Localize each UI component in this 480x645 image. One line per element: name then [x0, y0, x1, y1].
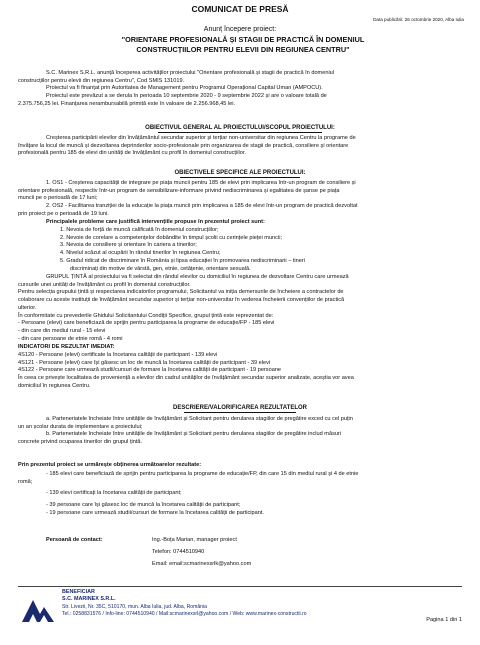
list-item: - 139 elevi certificați la încetarea calității de participant; — [46, 490, 182, 497]
list-item: - 39 persoane care își găsesc loc de muncă la încetarea calității de participant; — [46, 502, 241, 509]
footer-company: S.C. MARINEX S.R.L. — [62, 596, 116, 602]
list-item: 3. Nevoia de consiliere și orientare în cariera a tinerilor; — [60, 242, 197, 249]
document-title: COMUNICAT DE PRESĂ — [191, 4, 289, 14]
heading-underline — [158, 132, 322, 133]
marinex-logo-icon — [20, 592, 56, 624]
footer-address: Str. Livezii, Nr. 35C, 510170, mun. Alba Iulia, jud. Alba, România — [62, 604, 207, 610]
heading-underline — [180, 177, 300, 178]
specific-objectives-heading: OBIECTIVELE SPECIFICE ALE PROIECTULUI: — [174, 170, 306, 176]
footer-beneficiary: BENEFICIAR — [62, 589, 95, 595]
list-item: 1. Nevoia de forță de muncă calificată în domeniul construcțiilor; — [60, 227, 219, 233]
list-item: 2. Nevoie de corelare a competențelor dobândite în timpul școlii cu cerințele pieței muncii; — [60, 234, 283, 241]
list-item: 4. Nivelul scăzut al ocupării în rândul tinerilor în regiunea Centru; — [60, 250, 221, 257]
specific-objectives-text: 1. OS1 - Creșterea capacității de integrare pe piața muncii pentru 185 de elevi prin implicarea într-un program de consiliere și orientare profesională, respectiv într-un program de sensibilizare-informare privind nediscriminarea și egalitatea de șanse pe piața muncii pe o perioadă de 17 luni; 2. OS2 - Facilitarea tranziției de la educație la piața muncii prin implicarea a 185 de elevi într-un program de practică dezvoltat prin proiect pe o perioadă de 19 luni. Principalele probleme care justifică intervențiile propuse în prezentul proiect sunt: — [18, 180, 358, 225]
announcement-subtitle: Anunț începere proiect: — [203, 26, 277, 33]
list-item: - 185 elevi care beneficiază de sprijin pentru participarea la programe de educație/FP, din care 15 din mediul rural și 4 de etnie — [46, 471, 359, 477]
footer-contacts: Tel.: 0258831576 / Info-line: 0744510940 / Mail:scmarinexsrl@yahoo.com / Web: www.marinex-constructii.ro — [62, 611, 307, 617]
results-heading: DESCRIERE/VALORIFICAREA REZULTATELOR — [173, 405, 307, 411]
indicators-list: 4S120 - Persoane (elevi) certificate la încetarea calității de participant - 139 elevi 4S121 - Persoane (elevi) care își găsesc un loc de muncă la încetarea calității de participant - 39 elevi 4S122 - Persoane care urmează studii/cursuri de formare la încetarea calității de participant - 19 persoane În ceea ce privește localitatea de proveniență a elevilor din cadrul unităților de învățământ secundar superior analizate, aceștia vor avea domiciliul în regiunea Centru. — [18, 352, 464, 391]
intro-paragraph: S.C. Marinex S.R.L. anunță începerea activităților proiectului "Orientare profesională și stagii de practică în domeniul construcțiilor pentru elevii din regiunea Centru", Cod SMIS 131019. Proiectul va fi finanțat prin Autoritatea de Management pentru Programul Operațional Capital Uman (AMPOCU). Proiectul este prevăzut a se derula în perioada 10 septembrie 2020 - 9 septembrie 2022 și are o valoare totală de 2.375.756,25 lei. Finanțarea nerambursabilă primită este în valoare de 2.256.968,45 lei. — [18, 70, 335, 107]
list-item: - 19 persoane care urmează studii/cursuri de formare la încetarea calității de participant. — [46, 509, 264, 516]
pursued-results-list: - 185 elevi care beneficiază de sprijin pentru participarea la programe de educație/FP, din care 15 din mediul rural și 4 de etnie romă; - 139 elevi certificați la încetarea calității de participant; - 39 persoane care își găsesc loc de muncă la încetarea calității de participant; - 19 persoane care urmează studii/cursuri de formare la încetarea calității de participant. — [46, 471, 464, 518]
results-text: a. Parteneriatele încheiate între unitățile de învățământ și Solicitant pentru derularea stagiilor de pregătire exced cu cel puțin un an școlar durata de implementare a proiectului; b. Parteneriatele încheiate între unitățile de învățământ și Solicitant pentru derularea stagiilor de pregătire includ măsuri concrete privind ocuparea tinerilor din grupul țintă. — [18, 416, 353, 446]
pursued-results-heading: Prin prezentul proiect se urmărește obținerea următoarelor rezultate: — [18, 462, 202, 468]
general-objective-heading: OBIECTIVUL GENERAL AL PROIECTULUI/SCOPUL PROIECTULUI: — [145, 125, 335, 131]
list-item: discriminați din motive de vârstă, gen, etnie, cetățenie, orientare sexuală. — [70, 265, 251, 272]
indicators-heading: INDICATORI DE REZULTAT IMEDIAT: — [18, 344, 115, 350]
publication-date: Data publicării: 26 octombrie 2020, Alba Iulia — [373, 17, 464, 22]
list-item: 5. Gradul ridicat de discriminare în România și lipsa educației în promovarea nediscriminarii – tineri — [60, 257, 305, 264]
footer-divider — [18, 586, 462, 587]
problems-list — [60, 227, 460, 273]
project-title: "ORIENTARE PROFESIONALĂ ȘI STAGII DE PRACTICĂ ÎN DOMENIUL CONSTRUCȚIILOR PENTRU ELEVII DIN REGIUNEA CENTRU" — [121, 35, 365, 54]
heading-underline — [184, 412, 296, 413]
contact-name: Ing.-Boța Marian, manager proiect — [152, 537, 237, 543]
list-item: 4S120 - Persoane (elevi) certificate la încetarea calității de participant - 139 elevi — [18, 352, 218, 358]
contact-email: Email: email:scmarinexsrlk@yahoo.com — [152, 561, 252, 567]
target-group-text: GRUPUL ȚINTĂ al proiectului va fi selectat din rândul elevilor cu domiciliul în regiunea de dezvoltare Centru care urmează cursurile unei unități de învățământ cu profil în domeniul construcțiilor. Pentru selecția grupului țintă și respectarea indicatorilor programului, Solicitantul va iniția demersurile de încheiere a contractelor de colaborare cu aceste instituții de învățământ secundar superior și terțiar non-universitar în vederea încheierii convențiilor de practică ulterior. În conformitate cu prevederile Ghidului Solicitantului Condiții Specifice, grupul țintă este reprezentat de: - Persoane (elevi) care beneficiază de sprijin pentru participarea la programe de educație/FP - 185 elevi - din care din mediul rural - 15 elevi - din care persoane de etnie romă - 4 romi — [18, 274, 349, 342]
page-number: Pagina 1 din 1 — [426, 617, 462, 623]
list-item: 4S121 - Persoane (elevi) care își găsesc un loc de muncă la încetarea calității de participant - 39 elevi — [18, 359, 271, 366]
contact-label: Persoană de contact: — [46, 537, 103, 543]
list-item: 4S122 - Persoane care urmează studii/cursuri de formare la încetarea calității de participant - 19 persoane — [18, 367, 282, 374]
contact-phone: Telefon: 0744510940 — [152, 549, 205, 555]
general-objective-text: Creșterea participării elevilor din învățământul secundar superior și terțiar non-universitar din regiunea Centru la programe de învățare la locul de muncă și dezvoltarea deprinderilor socio-profesionale prin organizarea de stagii de practică, consiliere și orientare profesională pentru 185 de elevi din unități de învățământ cu profil în domeniul construcțiilor. — [18, 135, 356, 157]
